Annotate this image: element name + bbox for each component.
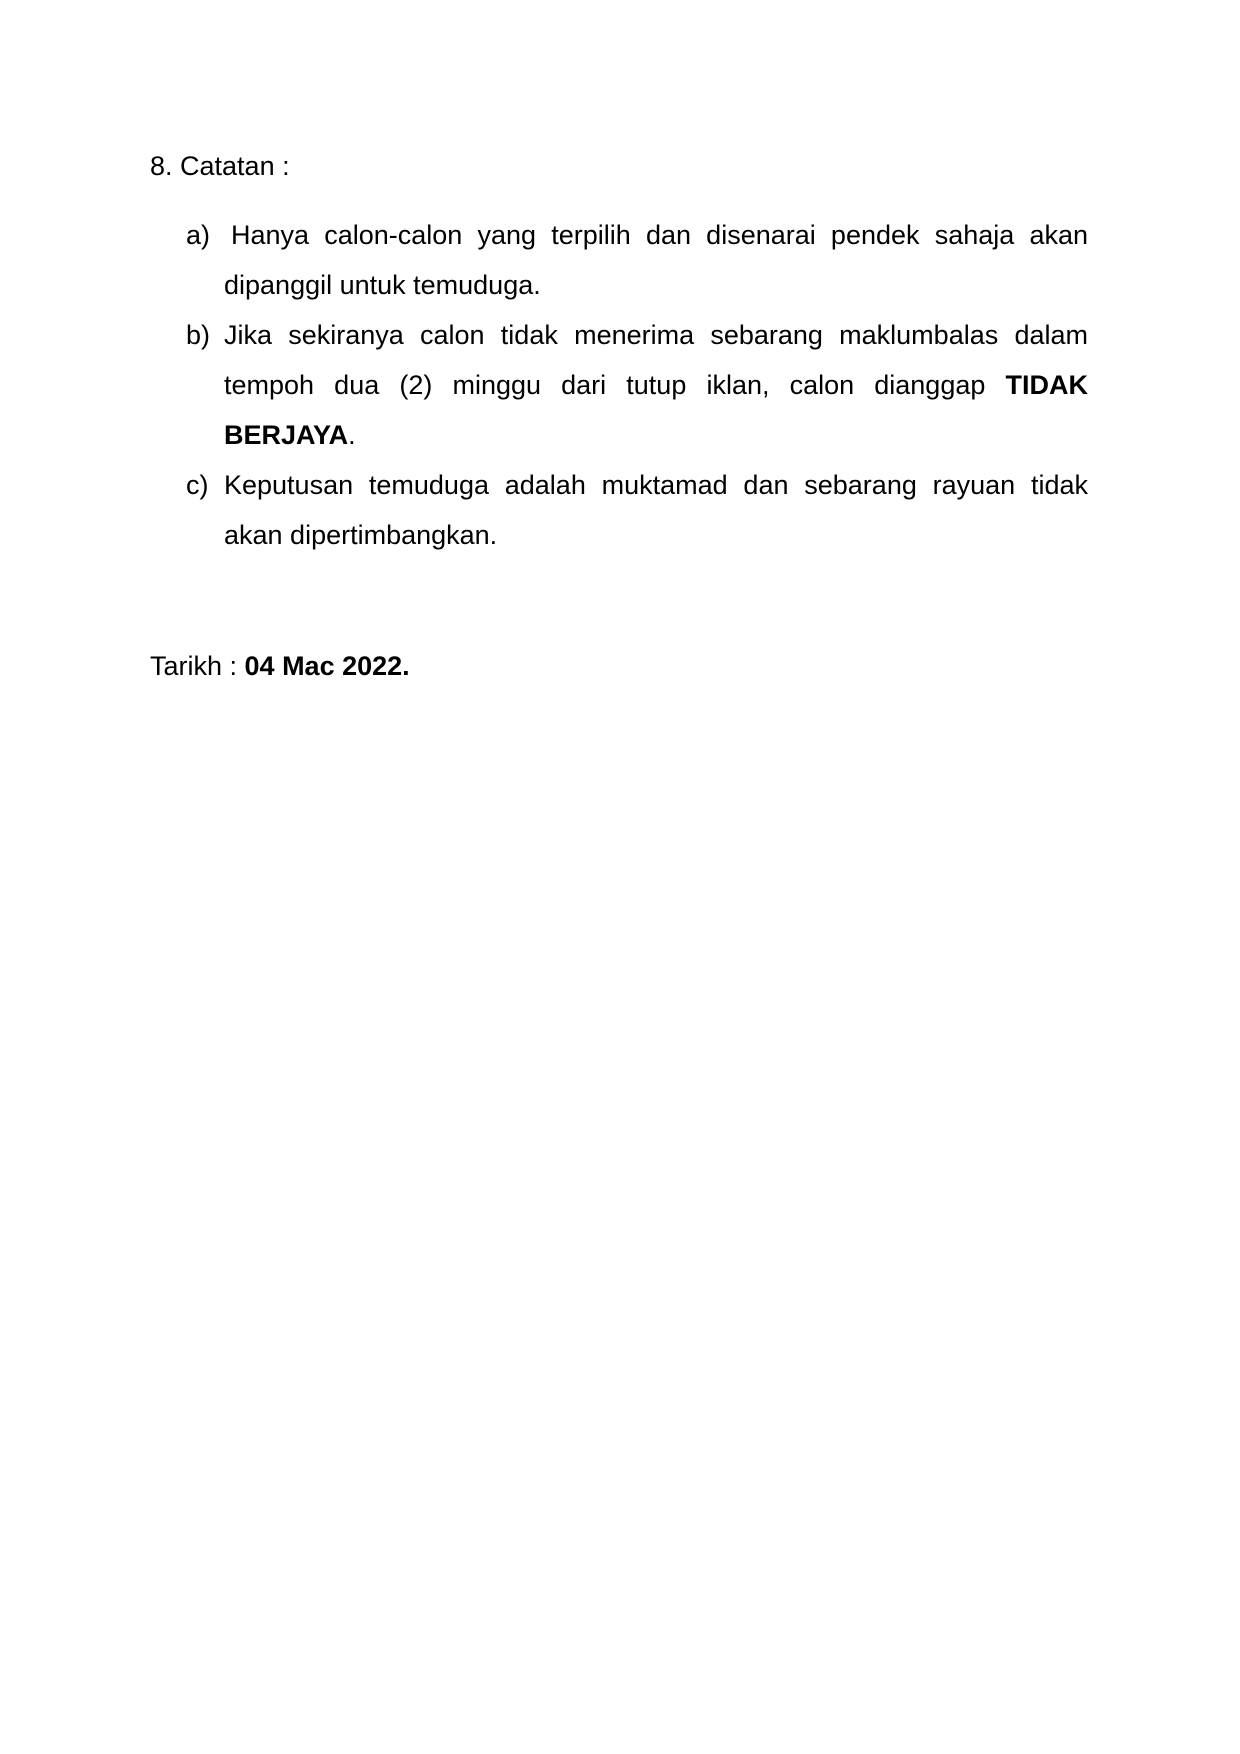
note-text-a-content: Hanya calon-calon yang terpilih dan disenarai pendek sahaja akan dipanggil untuk temuduga. (224, 220, 1088, 300)
note-text-b-suffix: . (348, 420, 356, 450)
date-label: Tarikh : (150, 651, 245, 681)
date-value: 04 Mac 2022. (244, 651, 410, 681)
note-item-c (186, 460, 1088, 560)
note-text-b (224, 310, 1088, 460)
notes-heading: 8. Catatan : (150, 151, 290, 181)
note-marker-c: c) (186, 470, 209, 500)
note-text-c (224, 460, 1088, 560)
date-line (150, 648, 410, 684)
note-text-b-content: Jika sekiranya calon tidak menerima sebarang maklumbalas dalam tempoh dua (2) minggu dari tutup iklan, calon dianggap (224, 320, 1088, 400)
note-item-b (186, 310, 1088, 460)
note-marker-b: b) (186, 320, 211, 350)
note-item-a (186, 210, 1088, 310)
note-text-b-emphasis: TIDAK BERJAYA (224, 370, 1088, 450)
note-text-c-content: Keputusan temuduga adalah muktamad dan sebarang rayuan tidak akan dipertimbangkan. (224, 470, 1088, 550)
note-text-a (224, 210, 1088, 310)
note-marker-a: a) (186, 220, 211, 250)
